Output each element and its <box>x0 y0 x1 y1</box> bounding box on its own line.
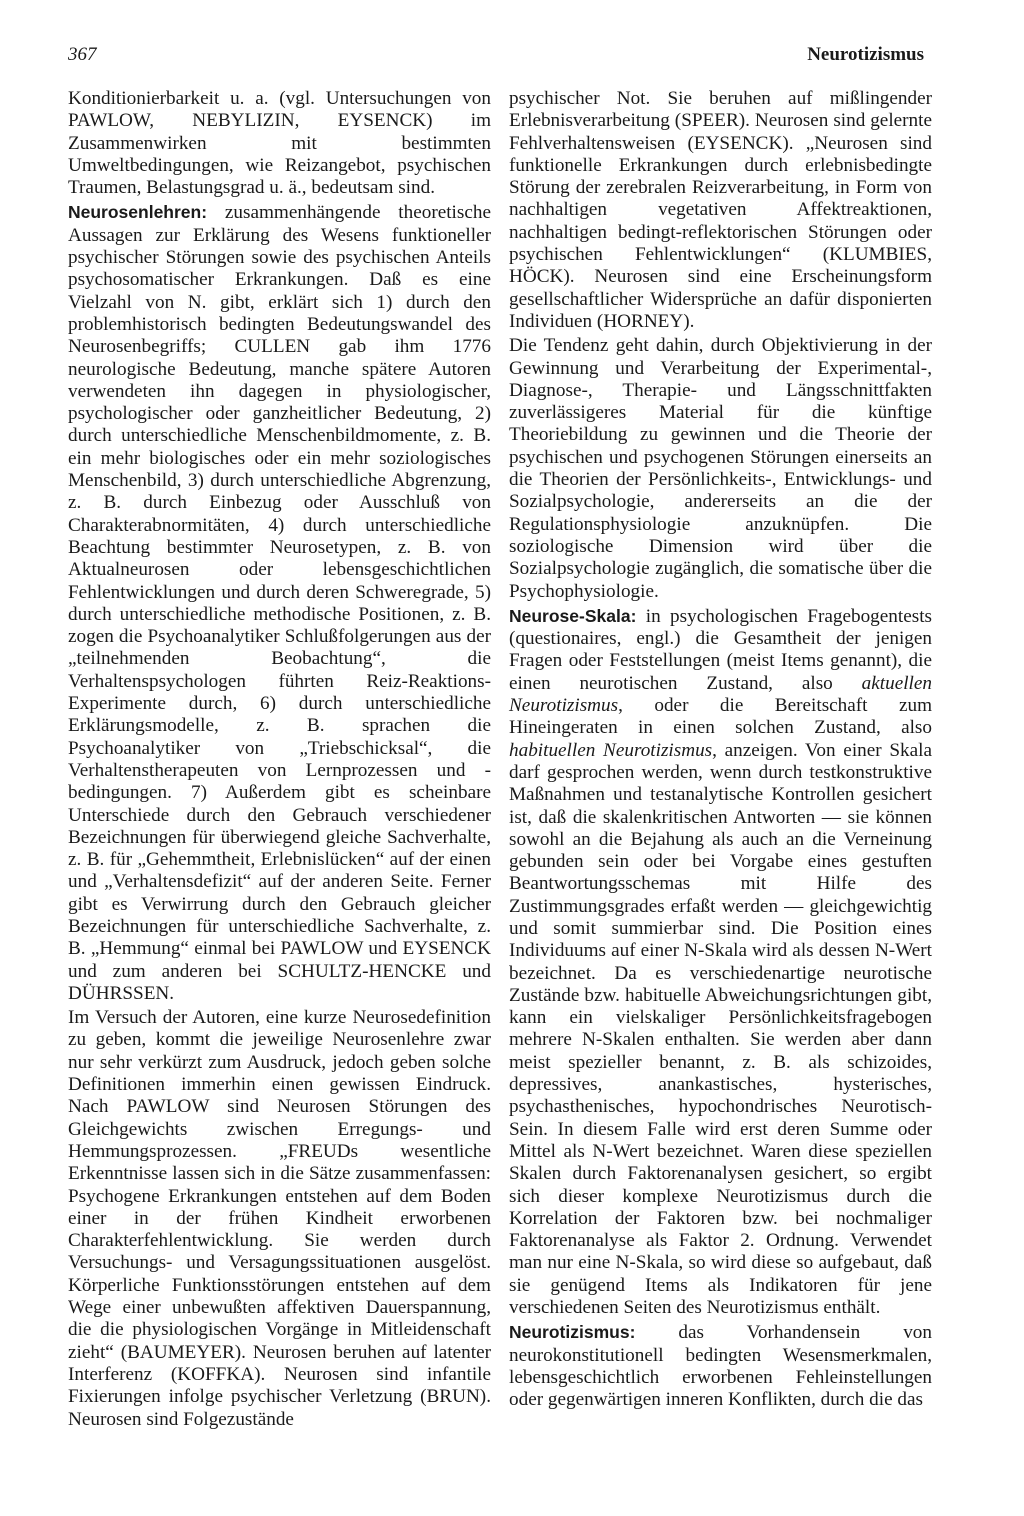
left-column <box>68 88 491 1433</box>
right-column <box>509 88 932 1414</box>
entry-text: , oder die Bereitschaft zum Hineingeraten in einen solchen Zustand, also <box>509 695 932 739</box>
paragraph <box>509 335 932 603</box>
page-header <box>68 44 924 72</box>
entry-text: das Vorhandensein von neurokonstitutionell bedingten Wesensmerkmalen, lebensgeschichtlich erworbenen Fehleinstellungen oder gegenwärtigen inneren Konflikten, durch die das <box>509 1322 932 1411</box>
running-title: Neurotizismus <box>807 44 924 65</box>
italic-term: habituellen Neurotizismus <box>509 739 713 761</box>
entry-neurotizismus <box>509 1321 932 1411</box>
paragraph <box>68 1007 491 1431</box>
paragraph-text: Die Tendenz geht dahin, durch Objektivierung in der Gewinnung und Verarbeitung der Experimental-, Diagnose-, Therapie- und Längsschnittfakten zuverlässigeres Material für die künftige Theoriebildung zu gewinnen und die Theorie der psychischen und psychogenen Störungen einerseits an die Theorien der Persönlichkeits-, Entwicklungs- und Sozialpsychologie, andererseits an die der Regulationsphysiologie anzuknüpfen. Die soziologische Dimension wird über die Sozialpsychologie zugänglich, die somatische über die Psychophysiologie. <box>509 335 932 602</box>
paragraph <box>509 88 932 333</box>
paragraph-text: Im Versuch der Autoren, eine kurze Neurosedefinition zu geben, kommt die jeweilige Neurosenlehre zwar nur sehr verkürzt zum Ausdruck, jedoch geben solche Definitionen immerhin einen gewissen Eindruck. Nach PAWLOW sind Neurosen Störungen des Gleichgewichts zwischen Erregungs- und Hemmungsprozessen. „FREUDs wesentliche Erkenntnisse lassen sich in die Sätze zusammenfassen: Psychogene Erkrankungen entstehen auf dem Boden einer in der frühen Kindheit erworbenen Charakterfehlentwicklung. Sie werden durch Versuchungs- und Versagungssituationen ausgelöst. Körperliche Funktionsstörungen entstehen auf dem Wege einer unbewußten affektiven Dauerspannung, die die physiologischen Vorgänge in Mitleidenschaft zieht“ (BAUMEYER). Neurosen beruhen auf latenter Interferenz (KOFFKA). Neurosen sind infantile Fixierungen infolge psychischer Verletzung (BRUN). Neurosen sind Folgezustände <box>68 1007 491 1430</box>
entry-text: zusammenhängende theoretische Aussagen zur Erklärung des Wesens funktioneller psychischer Störungen sowie des psychischen Anteils psychosomatischer Erkrankungen. Daß es eine Vielzahl von N. gibt, erklärt sich 1) durch den problemhistorisch bedingten Bedeutungswandel des Neurosenbegriffs; CULLEN gab ihm 1776 neurologische Bedeutung, manche spätere Autoren verwendeten ihn dagegen in physiologischer, psychologischer oder ganzheitlicher Bedeutung, 2) durch unterschiedliche Menschenbildmomente, z. B. ein mehr biologisches oder ein mehr soziologisches Menschenbild, 3) durch unterschiedliche Abgrenzung, z. B. durch Einbezug oder Ausschluß von Charakterabnormitäten, 4) durch unterschiedliche Beachtung bestimmter Neurosetypen, z. B. von Aktualneurosen oder lebensgeschichtlichen Fehlentwicklungen und durch deren Schweregrade, 5) durch unterschiedliche methodische Positionen, z. B. zogen die Psychoanalytiker Schlußfolgerungen aus der „teilnehmenden Beobachtung“, die Verhaltenspsychologen führten Reiz-Reaktions-Experimente durch, 6) durch unterschiedliche Erklärungsmodelle, z. B. sprachen die Psychoanalytiker von „Triebschicksal“, die Verhaltenstherapeuten von Lernprozessen und -bedingungen. 7) Außerdem gibt es scheinbare Unterschiede durch den Gebrauch verschiedener Bezeichnungen für überwiegend gleiche Sachverhalte, z. B. für „Gehemmtheit, Erlebnislücken“ auf der einen und „Verhaltensdefizit“ auf der anderen Seite. Ferner gibt es Verwirrung durch den Gebrauch gleicher Bezeichnungen für unterschiedliche Sachverhalte, z. B. „Hemmung“ einmal bei PAWLOW und EYSENCK und zum anderen bei SCHULTZ-HENCKE und DÜHRSSEN. <box>68 202 491 1004</box>
entry-neurose-skala <box>509 605 932 1320</box>
entry-text: in psychologischen Fragebogentests (questionaires, engl.) die Gesamtheit der jenigen Fragen oder Feststellungen (meist Items genannt), die einen neurotischen Zustand, also <box>509 605 932 694</box>
entry-term: Neurose-Skala: <box>509 605 637 626</box>
paragraph <box>68 88 491 199</box>
entry-text: , anzeigen. Von einer Skala darf gesprochen werden, wenn durch testkonstruktive Maßnahmen und testanalytische Kontrollen gesichert ist, daß die skalenkritischen Antworten — sie können sowohl an die Bejahung als auch an die Verneinung gebunden sein oder bei Vorgabe eines gestuften Beantwortungsschemas mit Hilfe des Zustimmungsgrades erfaßt werden — gleichgewichtig und somit summierbar sind. Die Position eines Individuums auf einer N-Skala wird als dessen N-Wert bezeichnet. Da es verschiedenartige neurotische Zustände bzw. habituelle Abweichungsrichtungen gibt, kann ein vielskaliger Persönlichkeitsfragebogen mehrere N-Skalen enthalten. Sie werden aber dann meist spezieller benannt, z. B. als schizoides, depressives, anankastisches, hysterisches, psychasthenisches, hypochondrisches Neurotisch-Sein. In diesem Falle wird erst deren Summe oder Mittel als N-Wert bezeichnet. Waren diese speziellen Skalen durch Faktorenanalysen gesichert, so ergibt sich dieser komplexe Neurotizismus durch die Korrelation der Faktoren bzw. bei nochmaliger Faktorenanalyse als Faktor 2. Ordnung. Verwendet man nur eine N-Skala, so wird diese so aufgebaut, daß sie genügend Items als Indikatoren für jene verschiedenen Seiten des Neurotizismus enthält. <box>509 739 932 1319</box>
page-number: 367 <box>68 44 97 65</box>
paragraph-text: psychischer Not. Sie beruhen auf mißlingender Erlebnisverarbeitung (SPEER). Neurosen sind gelernte Fehlverhaltensweisen (EYSENCK). „Neurosen sind funktionelle Erkrankungen durch erlebnisbedingte Störung der zerebralen Reizverarbeitung, in Form von nachhaltigen vegetativen Affektreaktionen, nachhaltigen bedingt-reflektorischen Störungen oder psychischen Fehlentwicklungen“ (KLUMBIES, HÖCK). Neurosen sind eine Erscheinungsform gesellschaftlicher Widersprüche an dafür disponierten Individuen (HORNEY). <box>509 88 932 332</box>
paragraph-text: Konditionierbarkeit u. a. (vgl. Untersuchungen von PAWLOW, NEBYLIZIN, EYSENCK) im Zusammenwirken mit bestimmten Umweltbedingungen, wie Reizangebot, psychischen Traumen, Belastungsgrad u. ä., bedeutsam sind. <box>68 88 491 199</box>
entry-term: Neurotizismus: <box>509 1322 636 1343</box>
entry-term: Neurosenlehren: <box>68 202 208 223</box>
italic-term: aktuellen Neurotizismus <box>509 672 932 717</box>
entry-neurosenlehren <box>68 201 491 1005</box>
